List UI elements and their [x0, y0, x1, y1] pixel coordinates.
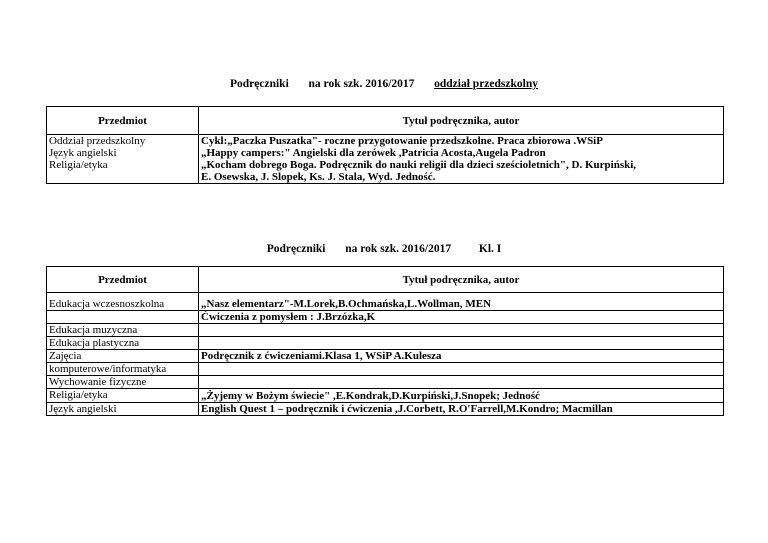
section2-title-part2: na rok szk. 2016/2017 [345, 243, 452, 255]
subject-cell: Edukacja muzyczna [47, 324, 199, 337]
subject-cell: Język angielski [47, 403, 199, 416]
section1-title [0, 78, 768, 90]
table-row [47, 350, 724, 363]
subject-cell: Zajęcia [47, 350, 199, 363]
section2-title [0, 243, 768, 255]
section1-table [46, 106, 724, 184]
book-cell: „Żyjemy w Bożym świecie" ,E.Kondrak,D.Kurpiński,J.Snopek; Jedność [199, 389, 724, 403]
section1-title-part3: oddział przedszkolny [434, 78, 538, 90]
subjects-cell [47, 135, 199, 184]
table-row [47, 311, 724, 324]
header-subject: Przedmiot [47, 107, 199, 135]
table-header-row [47, 267, 724, 293]
table-row [47, 324, 724, 337]
book-cell [199, 324, 724, 337]
header-book: Tytuł podręcznika, autor [199, 267, 724, 293]
subject-item: Język angielski [49, 147, 117, 159]
books-cell [199, 135, 724, 184]
table-row [47, 293, 724, 311]
section2-table [46, 266, 724, 416]
section2-title-part1: Podręczniki [266, 243, 326, 255]
section1-title-part1: Podręczniki [230, 78, 289, 90]
section2-title-part3: Kl. I [478, 243, 502, 255]
book-item: „Happy campers:" Angielski dla zerówek ,Patricia Acosta,Augela Padron [201, 147, 546, 159]
book-item: E. Osewska, J. Slopek, Ks. J. Stala, Wyd. Jedność. [201, 171, 436, 183]
book-cell [199, 363, 724, 376]
subject-cell: Religia/etyka [47, 389, 199, 403]
table-header-row [47, 107, 724, 135]
subject-cell: komputerowe/informatyka [47, 363, 199, 376]
subject-item: Religia/etyka [49, 159, 108, 171]
subject-cell: Edukacja wczesnoszkolna [47, 293, 199, 311]
book-item: Cykl:„Paczka Puszatka"- roczne przygotowanie przedszkolne. Praca zbiorowa .WSiP [201, 135, 603, 147]
table-row [47, 403, 724, 416]
book-item: „Kocham dobrego Boga. Podręcznik do nauki religii dla dzieci sześcioletnich", D. Kurpiński, [201, 159, 637, 171]
header-book: Tytuł podręcznika, autor [199, 107, 724, 135]
header-subject: Przedmiot [47, 267, 199, 293]
table-row [47, 376, 724, 389]
table-row [47, 337, 724, 350]
section1-title-part2: na rok szk. 2016/2017 [308, 78, 415, 90]
subject-cell [47, 311, 199, 324]
table-row [47, 389, 724, 403]
subject-cell: Edukacja plastyczna [47, 337, 199, 350]
subject-cell: Wychowanie fizyczne [47, 376, 199, 389]
book-cell: „Nasz elementarz"-M.Lorek,B.Ochmańska,L.Wollman, MEN [199, 293, 724, 311]
table-row [47, 135, 724, 184]
book-cell: Podręcznik z ćwiczeniami.Klasa 1, WSiP A.Kulesza [199, 350, 724, 363]
book-cell: Ćwiczenia z pomysłem : J.Brzózka,K [199, 311, 724, 324]
subject-item: Oddział przedszkolny [49, 135, 146, 147]
book-cell [199, 376, 724, 389]
book-cell [199, 337, 724, 350]
table-row [47, 363, 724, 376]
book-cell: English Quest 1 – podręcznik i ćwiczenia ,J.Corbett, R.O'Farrell,M.Kondro; Macmillan [199, 403, 724, 416]
